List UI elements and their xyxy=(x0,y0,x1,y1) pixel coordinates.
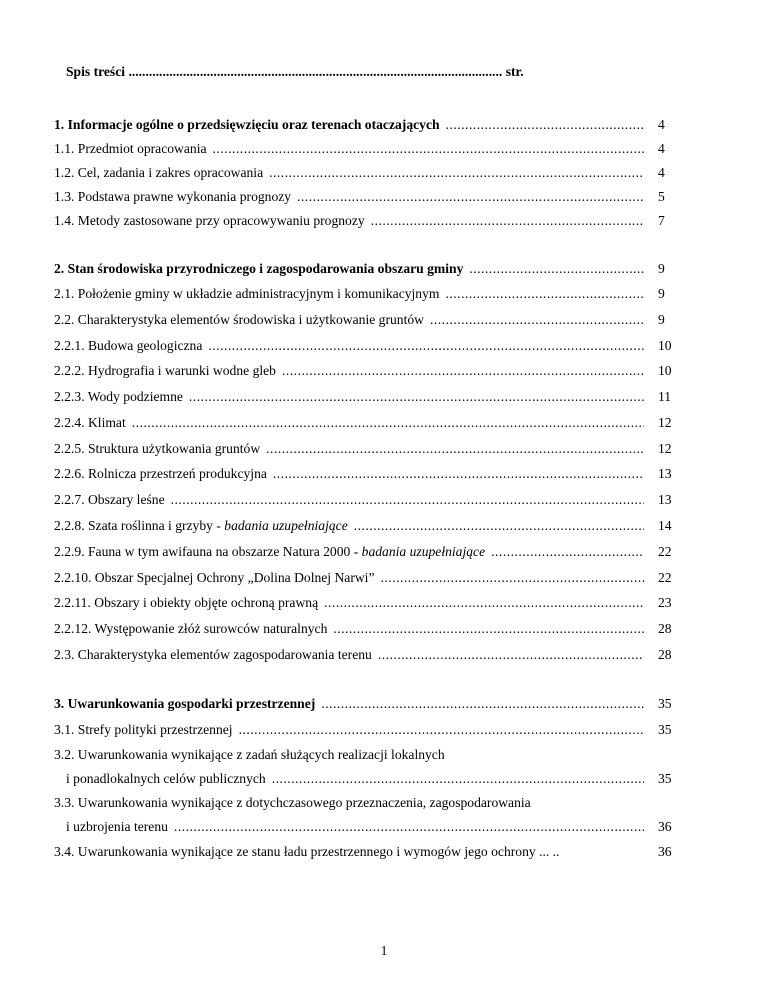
toc-entry-3-2-line1[interactable] xyxy=(54,746,708,764)
entry-page: 10 xyxy=(658,363,672,378)
toc-entry-2-2-8[interactable] xyxy=(54,517,708,535)
entry-text: i uzbrojenia terenu xyxy=(66,819,168,834)
toc-entry-1-1[interactable] xyxy=(54,140,708,158)
toc-entry-2-2-10[interactable] xyxy=(54,569,708,587)
entry-text: 2.2.11. Obszary i obiekty objęte ochroną prawną xyxy=(54,595,319,610)
entry-page: 9 xyxy=(658,286,665,301)
toc-entry-2-2-12[interactable] xyxy=(54,620,708,638)
entry-page: 4 xyxy=(658,117,665,132)
toc-entry-2-3[interactable] xyxy=(54,646,708,664)
toc-entry-3-4[interactable] xyxy=(54,843,708,861)
section-number: 2 xyxy=(54,261,61,276)
entry-page: 23 xyxy=(658,595,672,610)
toc-entry-3-1[interactable] xyxy=(54,721,708,739)
toc-entry-2-2-3[interactable] xyxy=(54,388,708,406)
toc-entry-2-1[interactable] xyxy=(54,285,708,303)
entry-page: 9 xyxy=(658,261,665,276)
entry-text: 2.2.12. Występowanie złóż surowców naturalnych xyxy=(54,621,328,636)
entry-text: 2.2.5. Struktura użytkowania gruntów xyxy=(54,441,261,456)
entry-page: 28 xyxy=(658,621,672,636)
entry-text: 1.4. Metody zastosowane przy opracowywaniu prognozy xyxy=(54,213,365,228)
entry-text: 3.2. Uwarunkowania wynikające z zadań służących realizacji lokalnych xyxy=(54,747,445,762)
entry-page: 13 xyxy=(658,492,672,507)
entry-text: i ponadlokalnych celów publicznych xyxy=(66,771,266,786)
section-number: 1 xyxy=(54,117,61,132)
entry-text: 2.1. Położenie gminy w układzie administracyjnym i komunikacyjnym xyxy=(54,286,440,301)
entry-page: 10 xyxy=(658,338,672,353)
entry-text: 2.2.3. Wody podziemne xyxy=(54,389,183,404)
entry-page: 9 xyxy=(658,312,665,327)
entry-page: 5 xyxy=(658,189,665,204)
entry-text-italic: badania uzupełniające xyxy=(224,518,348,533)
entry-page: 28 xyxy=(658,647,672,662)
entry-page: 22 xyxy=(658,544,672,559)
toc-entry-2-2-7[interactable] xyxy=(54,491,708,509)
entry-text: 1.2. Cel, zadania i zakres opracowania xyxy=(54,165,264,180)
entry-text: . Informacje ogólne o przedsięwzięciu oraz terenach otaczających xyxy=(60,117,440,132)
toc-entry-3-3-line1[interactable] xyxy=(54,794,708,812)
toc-entry-1-2[interactable] xyxy=(54,164,708,182)
entry-page: 11 xyxy=(658,389,672,404)
entry-text: 2.2.10. Obszar Specjalnej Ochrony „Dolina Dolnej Narwi” xyxy=(54,570,375,585)
toc-header-leader: .............................................................................................................. xyxy=(128,64,503,79)
entry-text: 1.1. Przedmiot opracowania xyxy=(54,141,207,156)
entry-page: 35 xyxy=(658,771,672,786)
toc-entry-2-2-11[interactable] xyxy=(54,594,708,612)
entry-page: 36 xyxy=(658,819,672,834)
entry-text: 3.3. Uwarunkowania wynikające z dotychczasowego przeznaczenia, zagospodarowania xyxy=(54,795,531,810)
entry-text: 2.2.6. Rolnicza przestrzeń produkcyjna xyxy=(54,466,267,481)
entry-page: 35 xyxy=(658,722,672,737)
entry-text: 1.3. Podstawa prawne wykonania prognozy xyxy=(54,189,292,204)
entry-page: 4 xyxy=(658,165,665,180)
entry-text: 3.4. Uwarunkowania wynikające ze stanu ładu przestrzennego i wymogów jego ochrony ... .. xyxy=(54,844,560,859)
toc-entry-2-2-4[interactable] xyxy=(54,414,708,432)
entry-page: 36 xyxy=(658,844,672,859)
toc-entry-2-2[interactable] xyxy=(54,311,708,329)
page-number: 1 xyxy=(380,943,388,958)
toc-entry-2-2-6[interactable] xyxy=(54,465,708,483)
toc-entry-2-2-1[interactable] xyxy=(54,337,708,355)
entry-page: 7 xyxy=(658,213,665,228)
entry-page: 12 xyxy=(658,415,672,430)
entry-text: 2.3. Charakterystyka elementów zagospodarowania terenu xyxy=(54,647,372,662)
entry-text: 3. Uwarunkowania gospodarki przestrzennej xyxy=(54,696,316,711)
entry-text: 2.2.4. Klimat xyxy=(54,415,126,430)
entry-page: 12 xyxy=(658,441,672,456)
entry-text: 2.2.7. Obszary leśne xyxy=(54,492,165,507)
entry-text: 2.2.8. Szata roślinna i grzyby - xyxy=(54,518,225,533)
toc-entry-3[interactable] xyxy=(54,695,708,713)
entry-text: 2.2.9. Fauna w tym awifauna na obszarze Natura 2000 - xyxy=(54,544,362,559)
entry-text: . Stan środowiska przyrodniczego i zagospodarowania obszaru gminy xyxy=(60,261,464,276)
entry-page: 14 xyxy=(658,518,672,533)
toc-header xyxy=(66,64,626,82)
toc-entry-1[interactable] xyxy=(54,116,708,134)
toc-entry-1-4[interactable] xyxy=(54,212,708,230)
entry-text: 2.2. Charakterystyka elementów środowiska i użytkowanie gruntów xyxy=(54,312,424,327)
entry-page: 22 xyxy=(658,570,672,585)
entry-text-italic: badania uzupełniające xyxy=(361,544,486,559)
toc-entry-2-2-5[interactable] xyxy=(54,440,708,458)
toc-title: Spis treści xyxy=(66,64,126,79)
toc-entry-2[interactable] xyxy=(54,260,708,278)
toc-entry-2-2-2[interactable] xyxy=(54,362,708,380)
toc-entry-1-3[interactable] xyxy=(54,188,708,206)
toc-entry-2-2-9[interactable] xyxy=(54,543,708,561)
toc-entry-3-2-line2[interactable] xyxy=(66,770,708,788)
entry-page: 35 xyxy=(658,696,672,711)
entry-text: 2.2.1. Budowa geologiczna xyxy=(54,338,203,353)
entry-page: 13 xyxy=(658,466,672,481)
entry-text: 2.2.2. Hydrografia i warunki wodne gleb xyxy=(54,363,276,378)
toc-entry-3-3-line2[interactable] xyxy=(66,818,708,836)
toc-page-column-label: str. xyxy=(505,64,524,79)
entry-text: 3.1. Strefy polityki przestrzennej xyxy=(54,722,233,737)
entry-page: 4 xyxy=(658,141,665,156)
